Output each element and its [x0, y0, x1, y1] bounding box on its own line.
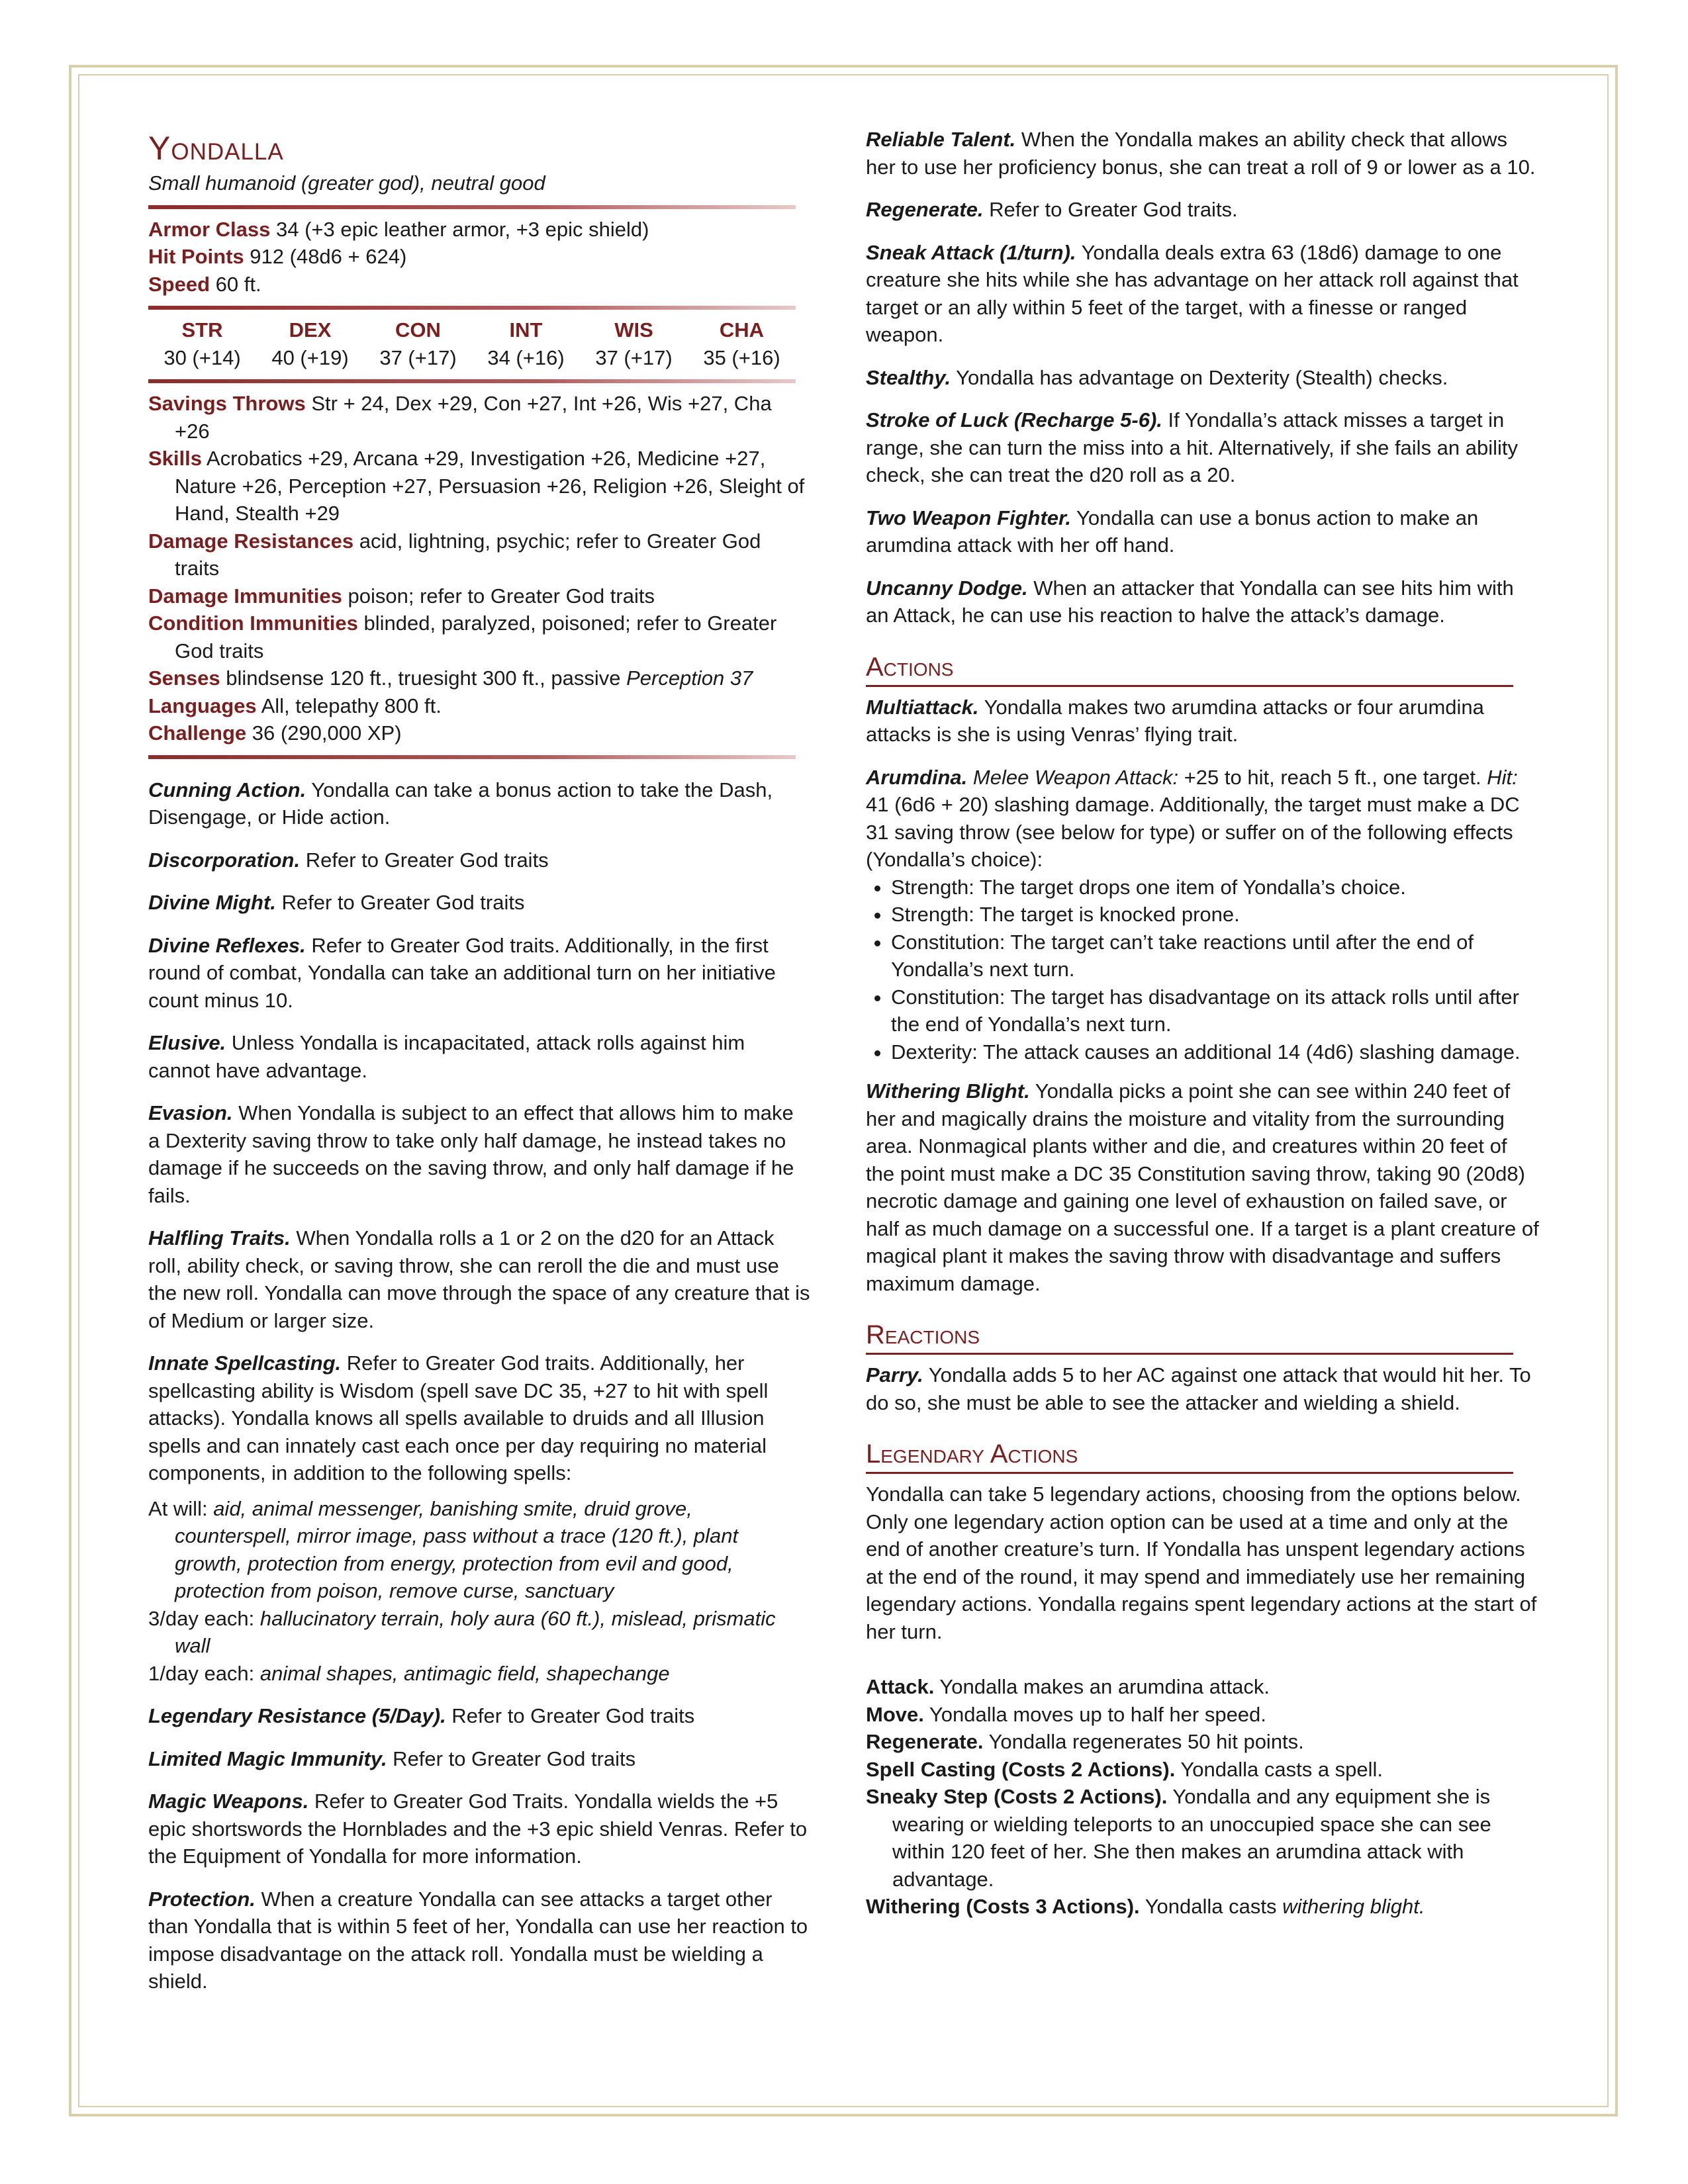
- ability-value: 30 (+14): [164, 345, 241, 369]
- action-arumdina: Arumdina. Melee Weapon Attack: +25 to hit, reach 5 ft., one target. Hit: 41 (6d6 + 20) slashing damage. Additionally, the target must make a DC 31 saving throw (see below for type) or suffer on of the following effects (Yondalla’s choice):: [866, 765, 1520, 871]
- trait-magic-weapons: Magic Weapons. Refer to Greater God Traits. Yondalla wields the +5 epic shortswords the Hornblades and the +3 epic shield Venras. Refer to the Equipment of Yondalla for more information.: [148, 1790, 808, 1868]
- trait-legendary-resistance: Legendary Resistance (5/Day). Refer to Greater God traits: [148, 1704, 695, 1727]
- languages: Languages All, telepathy 800 ft.: [148, 694, 442, 717]
- spells-1-per-day: 1/day each: animal shapes, antimagic field, shapechange: [148, 1661, 670, 1685]
- legendary-sneaky-step: Sneaky Step (Costs 2 Actions). Yondalla and any equipment she is wearing or wielding teleports to an unoccupied space she can see within 120 feet of her. She then makes an arumdina attack with advantage.: [866, 1785, 1491, 1891]
- list-item: • Strength: The target drops one item of Yondalla’s choice.: [891, 874, 1540, 901]
- divider: [148, 755, 796, 759]
- legendary-withering: Withering (Costs 3 Actions). Yondalla casts withering blight.: [866, 1895, 1425, 1918]
- ability-scores: [148, 316, 810, 371]
- hit-points-value: 912 (48d6 + 624): [250, 245, 407, 268]
- hit-points-label: Hit Points: [148, 245, 244, 268]
- ability-value: 34 (+16): [487, 345, 565, 369]
- trait-evasion: Evasion. When Yondalla is subject to an effect that allows him to make a Dexterity saving throw to take only half damage, he instead takes no damage if he succeeds on the saving throw, and only half damage if he fails.: [148, 1101, 794, 1207]
- trait-regenerate: Regenerate. Refer to Greater God traits.: [866, 198, 1238, 221]
- armor-class: [148, 216, 810, 244]
- senses: Senses blindsense 120 ft., truesight 300 ft., passive Perception 37: [148, 666, 753, 690]
- monster-name: Yondalla: [148, 130, 284, 167]
- right-column: [866, 126, 1540, 1921]
- trait-innate-spellcasting: Innate Spellcasting. Refer to Greater God traits. Additionally, her spellcasting ability is Wisdom (spell save DC 35, +27 to hit with spell attacks). Yondalla knows all spells available to druids and all Illusion spells and can innately cast each once per day requiring no material components, in addition to the following spells:: [148, 1351, 769, 1484]
- left-column: [148, 126, 810, 2011]
- trait-reliable-talent: Reliable Talent. When the Yondalla makes an ability check that allows her to use her proficiency bonus, she can treat a roll of 9 or lower as a 10.: [866, 128, 1536, 179]
- trait-discorporation: Discorporation. Refer to Greater God traits: [148, 848, 549, 872]
- legendary-move: Move. Yondalla moves up to half her speed.: [866, 1702, 1266, 1726]
- monster-type: Small humanoid (greater god), neutral good: [148, 171, 545, 195]
- trait-elusive: Elusive. Unless Yondalla is incapacitated, attack rolls against him cannot have advantage.: [148, 1031, 745, 1082]
- ability-value: 40 (+19): [271, 345, 349, 369]
- challenge: Challenge 36 (290,000 XP): [148, 721, 402, 745]
- skills: Skills Acrobatics +29, Arcana +29, Investigation +26, Medicine +27, Nature +26, Perception +27, Persuasion +26, Religion +26, Sleight of Hand, Stealth +29: [148, 447, 805, 525]
- list-item: • Strength: The target is knocked prone.: [891, 901, 1540, 929]
- legendary-attack: Attack. Yondalla makes an arumdina attack.: [866, 1675, 1270, 1698]
- trait-stroke-of-luck: Stroke of Luck (Recharge 5-6). If Yondalla’s attack misses a target in range, she can turn the miss into a hit. Alternatively, if she fails an ability check, she can treat the d20 roll as a 20.: [866, 408, 1519, 486]
- trait-protection: Protection. When a creature Yondalla can see attacks a target other than Yondalla that is within 5 feet of her, Yondalla can use her reaction to impose disadvantage on the attack roll. Yondalla must be wielding a shield.: [148, 1887, 808, 1993]
- legendary-regenerate: Regenerate. Yondalla regenerates 50 hit points.: [866, 1730, 1304, 1753]
- divider: [148, 306, 796, 310]
- trait-two-weapon-fighter: Two Weapon Fighter. Yondalla can use a bonus action to make an arumdina attack with her off hand.: [866, 506, 1479, 557]
- condition-immunities: Condition Immunities blinded, paralyzed, poisoned; refer to Greater God traits: [148, 612, 777, 662]
- ability-name: CHA: [719, 318, 765, 341]
- list-item: • Constitution: The target has disadvantage on its attack rolls until after the end of Yondalla’s next turn.: [891, 983, 1540, 1038]
- legendary-actions-heading: Legendary Actions: [866, 1439, 1513, 1474]
- ability-value: 37 (+17): [379, 345, 457, 369]
- reactions-heading: Reactions: [866, 1320, 1513, 1355]
- hit-points: [148, 243, 810, 271]
- legendary-spell-casting: Spell Casting (Costs 2 Actions). Yondalla casts a spell.: [866, 1757, 1383, 1781]
- list-item: • Dexterity: The attack causes an additional 14 (4d6) slashing damage.: [891, 1038, 1540, 1066]
- ability-name: INT: [509, 318, 543, 341]
- speed-label: Speed: [148, 272, 211, 296]
- trait-sneak-attack: Sneak Attack (1/turn). Yondalla deals extra 63 (18d6) damage to one creature she hits while she has advantage on her attack roll against that target or an ally within 5 feet of the target, with a finesse or ranged weapon.: [866, 240, 1519, 346]
- list-item: • Constitution: The target can’t take reactions until after the end of Yondalla’s next turn.: [891, 929, 1540, 983]
- action-withering-blight: Withering Blight. Yondalla picks a point she can see within 240 feet of her and magically drains the moisture and vitality from the surrounding area. Nonmagical plants wither and die, and creatures within 20 feet of the point must make a DC 35 Constitution saving throw, taking 90 (20d8) necrotic damage and gaining one level of exhaustion on failed save, or half as much damage on a successful one. If a target is a plant creature of magical plant it makes the saving throw with disadvantage and suffers maximum damage.: [866, 1079, 1539, 1295]
- action-multiattack: Multiattack. Yondalla makes two arumdina attacks or four arumdina attacks is she is using Venras’ flying trait.: [866, 695, 1484, 746]
- trait-stealthy: Stealthy. Yondalla has advantage on Dexterity (Stealth) checks.: [866, 365, 1448, 389]
- trait-cunning-action: Cunning Action. Yondalla can take a bonus action to take the Dash, Disengage, or Hide action.: [148, 778, 773, 829]
- arumdina-effects-list: [866, 874, 1540, 1066]
- ability-name: CON: [395, 318, 441, 341]
- armor-class-value: 34 (+3 epic leather armor, +3 epic shield): [275, 217, 649, 241]
- saving-throws: Savings Throws Str + 24, Dex +29, Con +27, Int +26, Wis +27, Cha +26: [148, 392, 772, 443]
- divider: [148, 205, 796, 209]
- ability-value: 35 (+16): [703, 345, 780, 369]
- damage-resistances: Damage Resistances acid, lightning, psychic; refer to Greater God traits: [148, 529, 761, 580]
- trait-limited-magic-immunity: Limited Magic Immunity. Refer to Greater God traits: [148, 1747, 636, 1770]
- divider: [148, 379, 796, 383]
- speed: [148, 271, 810, 298]
- trait-divine-might: Divine Might. Refer to Greater God traits: [148, 891, 525, 914]
- damage-immunities: Damage Immunities poison; refer to Greater God traits: [148, 584, 655, 608]
- actions-heading: Actions: [866, 652, 1513, 687]
- speed-value: 60 ft.: [215, 272, 261, 296]
- armor-class-label: Armor Class: [148, 217, 271, 241]
- ability-name: DEX: [289, 318, 332, 341]
- ability-name: STR: [181, 318, 223, 341]
- legendary-intro: Yondalla can take 5 legendary actions, choosing from the options below. Only one legendary action option can be used at a time and only at the end of another creature’s turn. If Yondalla has unspent legendary actions at the end of the round, it may spend and immediately use her remaining legendary actions. Yondalla regains spent legendary actions at the start of her turn.: [866, 1482, 1537, 1643]
- trait-uncanny-dodge: Uncanny Dodge. When an attacker that Yondalla can see hits him with an Attack, he can use his reaction to halve the attack’s damage.: [866, 576, 1514, 627]
- ability-name: WIS: [614, 318, 653, 341]
- reaction-parry: Parry. Yondalla adds 5 to her AC against one attack that would hit her. To do so, she must be able to see the attacker and wielding a shield.: [866, 1363, 1531, 1414]
- spells-at-will: At will: aid, animal messenger, banishing smite, druid grove, counterspell, mirror image, pass without a trace (120 ft.), plant growth, protection from energy, protection from evil and good, protection from poison, remove curse, sanctuary: [148, 1496, 739, 1602]
- trait-halfling-traits: Halfling Traits. When Yondalla rolls a 1 or 2 on the d20 for an Attack roll, ability check, or saving throw, she can reroll the die and must use the new roll. Yondalla can move through the space of any creature that is of Medium or larger size.: [148, 1226, 810, 1332]
- spells-3-per-day: 3/day each: hallucinatory terrain, holy aura (60 ft.), mislead, prismatic wall: [148, 1606, 776, 1657]
- ability-value: 37 (+17): [595, 345, 673, 369]
- trait-divine-reflexes: Divine Reflexes. Refer to Greater God traits. Additionally, in the first round of combat, Yondalla can take an additional turn on her initiative count minus 10.: [148, 933, 776, 1012]
